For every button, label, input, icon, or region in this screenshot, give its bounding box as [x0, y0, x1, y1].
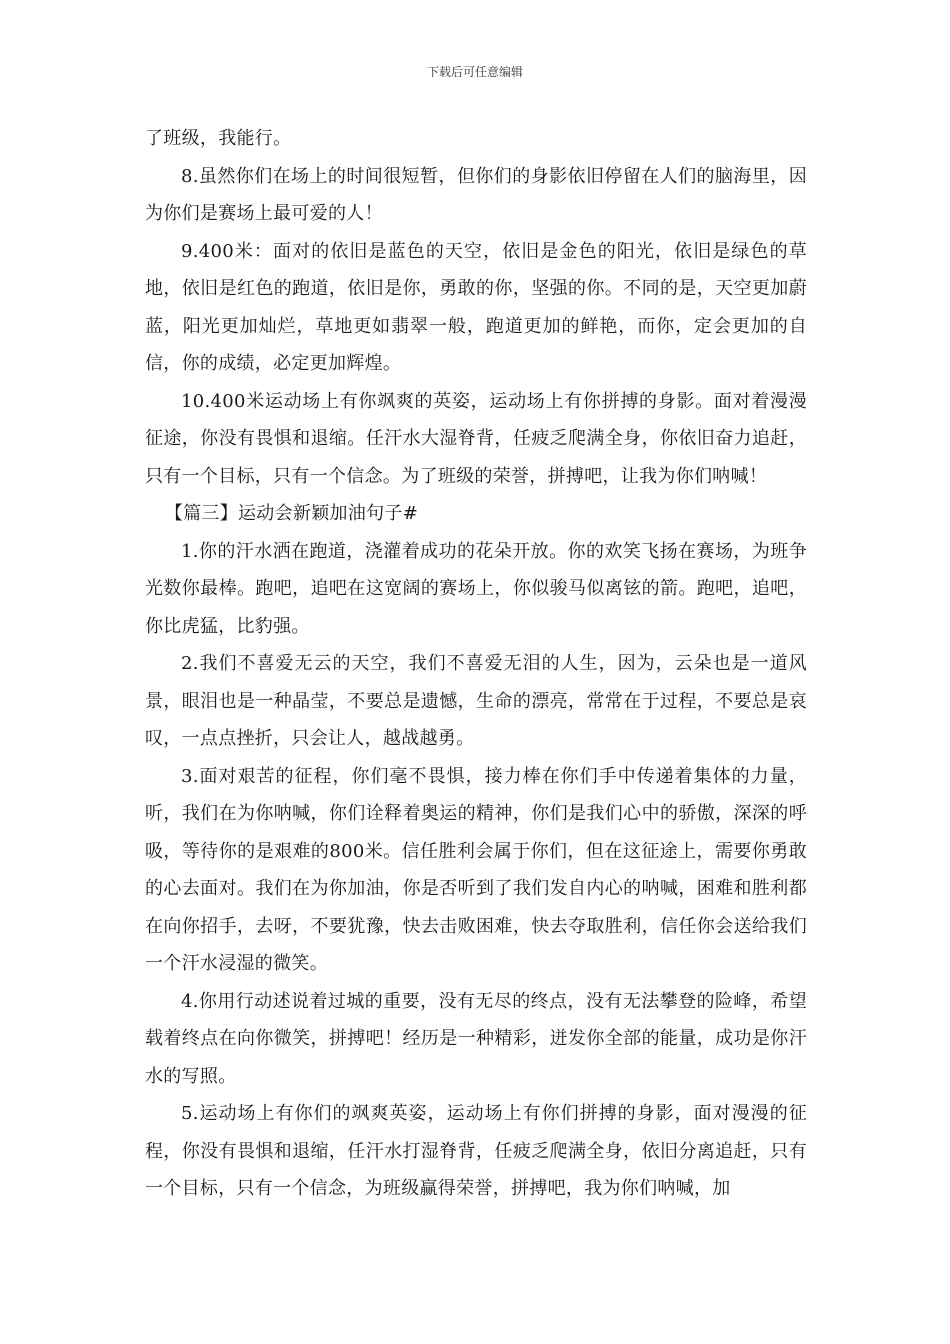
document-body [145, 120, 807, 1208]
paragraph-item-5: 5.运动场上有你们的飒爽英姿，运动场上有你们拼搏的身影，面对漫漫的征程，你没有畏惧和退缩，任汗水打湿脊背，任疲乏爬满全身，依旧分离追赶，只有一个目标，只有一个信念，为班级赢得荣誉，拼搏吧，我为你们呐喊，加 [145, 1103, 807, 1199]
page-header: 下载后可任意编辑 [426, 65, 523, 79]
paragraph-item-2: 2.我们不喜爱无云的天空，我们不喜爱无泪的人生，因为，云朵也是一道风景，眼泪也是一种晶莹，不要总是遗憾，生命的漂亮，常常在于过程，不要总是哀叹，一点点挫折，只会让人，越战越勇。 [145, 653, 807, 749]
paragraph-continuation: 了班级，我能行。 [145, 128, 292, 149]
paragraph-item-4: 4.你用行动述说着过城的重要，没有无尽的终点，没有无法攀登的险峰，希望载着终点在向你微笑，拼搏吧！经历是一种精彩，迸发你全部的能量，成功是你汗水的写照。 [145, 990, 807, 1087]
paragraph-item-1: 1.你的汗水洒在跑道，浇灌着成功的花朵开放。你的欢笑飞扬在赛场，为班争光数你最棒。跑吧，追吧在这宽阔的赛场上，你似骏马似离铉的箭。跑吧，追吧，你比虎猛，比豹强。 [145, 540, 807, 637]
paragraph-item-8: 8.虽然你们在场上的时间很短暂，但你们的身影依旧停留在人们的脑海里，因为你们是赛场上最可爱的人！ [145, 165, 807, 224]
paragraph-item-10: 10.400米运动场上有你飒爽的英姿，运动场上有你拼搏的身影。面对着漫漫征途，你没有畏惧和退缩。任汗水大湿脊背，任疲乏爬满全身，你依旧奋力追赶，只有一个目标，只有一个信念。为了班级的荣誉，拼搏吧，让我为你们呐喊！ [145, 390, 807, 487]
paragraph-item-9: 9.400米：面对的依旧是蓝色的天空，依旧是金色的阳光，依旧是绿色的草地，依旧是红色的跑道，依旧是你，勇敢的你，坚强的你。不同的是，天空更加蔚蓝，阳光更加灿烂，草地更如翡翠一般，跑道更加的鲜艳，而你，定会更加的自信，你的成绩，必定更加辉煌。 [145, 240, 807, 374]
paragraph-item-3: 3.面对艰苦的征程，你们毫不畏惧，接力棒在你们手中传递着集体的力量，听，我们在为你呐喊，你们诠释着奥运的精神，你们是我们心中的骄傲，深深的呼吸，等待你的是艰难的800米。信任胜利会属于你们，但在这征途上，需要你勇敢的心去面对。我们在为你加油，你是否听到了我们发自内心的呐喊，困难和胜利都在向你招手，去呀，不要犹豫，快去击败困难，快去夺取胜利，信任你会送给我们一个汗水浸湿的微笑。 [145, 765, 807, 974]
section-heading: 【篇三】运动会新颖加油句子# [164, 503, 419, 524]
